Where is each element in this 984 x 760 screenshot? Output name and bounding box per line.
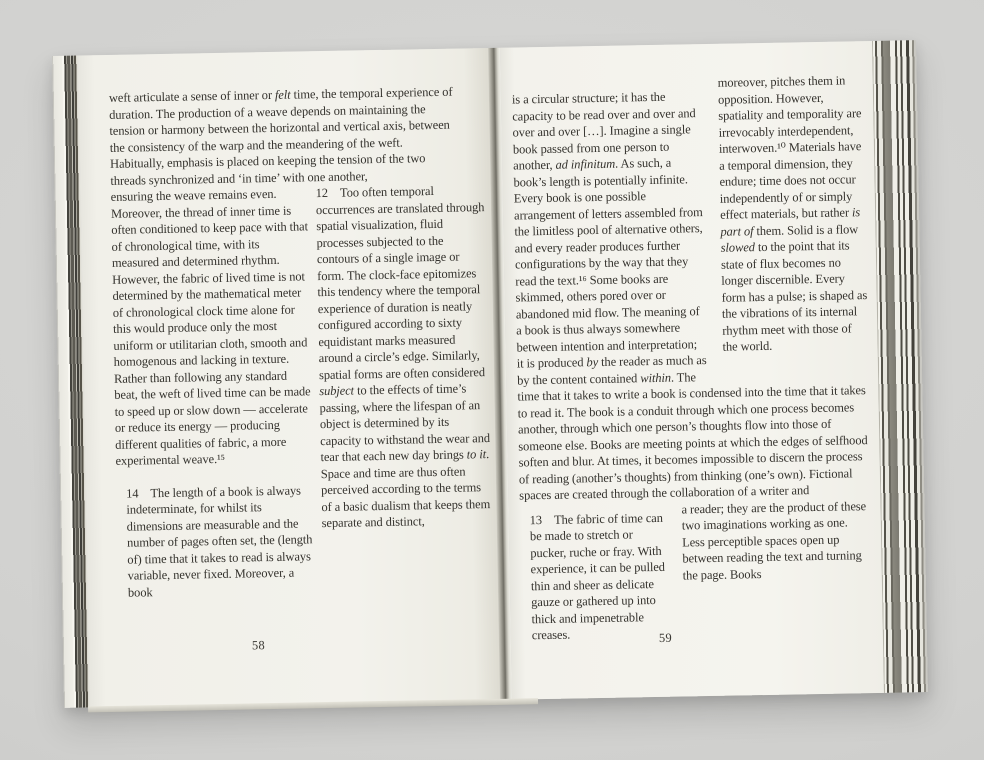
right-page-bottom-columns — [519, 498, 875, 644]
left-main-text: ensuring the weave remains even. Moreover, the thread of inner time is often conditioned to keep pace with that of chronological time, with its measured and determined rhythm. However, the fabric of lived time is not determined by the mathematical meter of chronological clock time alone for this would produce only the most uniform or utilitarian cloth, smooth and homogenous and lacking in texture. Rather than following any standard beat, the weft of lived time can be made to speed up or slow down — accelerate or reduce its energy — producing different qualities of fabric, a more experimental weave.¹⁵ — [110, 186, 311, 468]
footnote-14-number: 14 — [125, 485, 139, 501]
right-column-2-bottom-text: a reader; they are the product of these two imaginations working as one. Less perceptible spaces open up between reading the text and turning the page. Books — [681, 498, 867, 583]
open-book-spread — [52, 40, 928, 708]
right-main-column — [512, 75, 708, 388]
left-main-column — [111, 185, 316, 601]
footnote-12-number: 12 — [315, 185, 329, 201]
footnote-13-number: 13 — [529, 512, 543, 527]
right-bottom-continuation-column — [681, 498, 873, 584]
right-page — [500, 41, 884, 700]
right-margin-column — [718, 72, 870, 355]
footnote-12-text: Too often temporal occurrences are translated through spatial visualization, fluid processes subjected to the contours of a single image or form. The clock-face epitomizes this tendency where the temporal experience of duration is neatly configured according to sixty equidistant marks measured around a circle’s edge. Similarly, spatial forms are often considered subject to the effects of time’s passing, where the lifespan of an object is determined by its capacity to withstand the wear and tear that each new day brings to it. Space and time are thus often perceived according to the terms of a basic dualism that keeps them separate and distinct, — [315, 184, 491, 531]
left-margin-column — [316, 182, 492, 532]
footnote-12 — [316, 182, 492, 532]
page-number-left: 58 — [251, 638, 266, 653]
right-page-top-columns — [512, 72, 871, 388]
right-bottom-footnote-column — [519, 501, 673, 645]
footnote-13-text: The fabric of time can be made to stretch or pucker, ruche or fray. With experience, it can be pulled thin and sheer as delicate gauze or gathered up into thick and impenetrable creases. — [529, 510, 665, 643]
footnote-14-text: The length of a book is always indeterminate, for whilst its dimensions are measurable and the number of pages often set, the (length of) time that it takes to read is always variable, never fixed. Moreover, a book — [126, 482, 313, 600]
right-full-width-paragraph: time that it takes to write a book is condensed into the time that it takes to read it. The book is a conduit through which one process becomes another, through which one person’s thoughts flow into those of someone else. Books are meeting points at which the edges of selfhood soften and blur. At times, it becomes impossible to discern the process of reading (another’s thoughts) from thinking (one’s own). Fictional spaces are created through the collaboration of a writer and — [517, 383, 868, 503]
left-intro-paragraph: weft articulate a sense of inner or felt time, the temporal experience of duration. The production of a weave depends on maintaining the tension or harmony between the horizontal and vertical axis, between the consistency of the warp and the meandering of the weft. Habitually, emphasis is placed on keeping the tension of the two threads synchronized and ‘in time’ with one another, — [108, 84, 453, 188]
left-page — [78, 48, 500, 707]
footnote-13 — [529, 509, 673, 645]
page-number-right: 59 — [658, 630, 673, 645]
right-column-1-text: is a circular structure; it has the capacity to be read over and over and over and over […]. Imagine a single book passed from one person to another, ad infinitum. As such, a book’s length is potentially infinite. Every book is one possible arrangement of letters assembled from the limitless pool of alternative others, and every reader produces further configurations by the way that they read the text.¹⁶ Some books are skimmed, others pored over or abandoned mid flow. The meaning of a book is thus always somewhere between intention and interpretation; it is produced by the reader as much as by the content contained within. The — [511, 89, 707, 388]
right-column-2-text: moreover, pitches them in opposition. However, spatiality and temporality are irrevocably interdependent, interwoven.¹⁰ Materials have a temporal dimension, they endure; time does not occur independently of or simply effect materials, but rather is part of them. Solid is a flow slowed to the point that its state of flux becomes no longer discernible. Every form has a pulse; is shaped as the vibrations of its internal rhythm meet with those of the world. — [717, 73, 868, 354]
left-page-columns — [111, 182, 493, 601]
footnote-14 — [126, 482, 315, 601]
